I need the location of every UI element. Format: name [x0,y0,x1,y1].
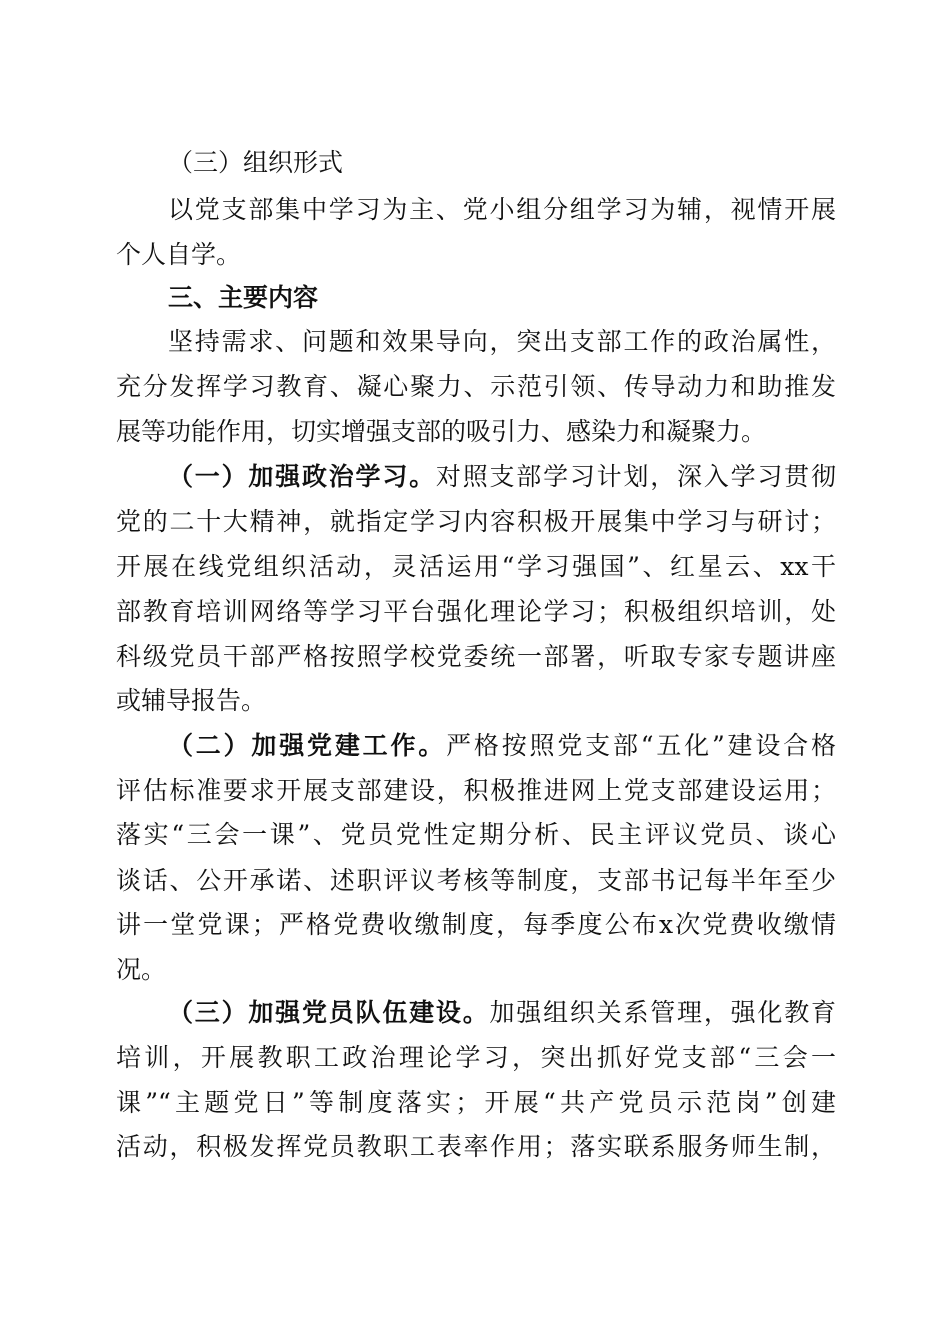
paragraph-line: 个人自学。 [116,240,242,269]
item-3-title: （三）加强党员队伍建设。 [168,998,490,1027]
item-2-title: （二）加强党建工作。 [168,731,447,760]
paragraph-line: 谈话、公开承诺、述职评议考核等制度，支部书记每半年至少 [116,866,836,895]
paragraph-line: 党的二十大精神，就指定学习内容积极开展集中学习与研讨； [116,507,836,536]
paragraph-line: 落实“三会一课”、党员党性定期分析、民主评议党员、谈心 [116,820,836,849]
item-1-first-line [168,462,836,492]
item-2-first-line [168,731,836,761]
section-heading-org-form: （三）组织形式 [168,148,344,177]
paragraph-line: 部教育培训网络等学习平台强化理论学习；积极组织培训，处 [116,597,836,626]
paragraph-line: 展等功能作用，切实增强支部的吸引力、感染力和凝聚力。 [116,417,767,446]
paragraph-line: 科级党员干部严格按照学校党委统一部署，听取专家专题讲座 [116,642,836,671]
item-1-first-line-text: 对照支部学习计划，深入学习贯彻 [435,462,836,491]
paragraph-line: 活动，积极发挥党员教职工表率作用；落实联系服务师生制， [116,1132,836,1161]
paragraph-line: 讲一堂党课；严格党费收缴制度，每季度公布x次党费收缴情 [116,910,836,939]
paragraph-line: 以党支部集中学习为主、党小组分组学习为辅，视情开展 [168,195,836,224]
item-3-first-line-text: 加强组织关系管理，强化教育 [489,998,836,1027]
item-3-first-line [168,998,836,1028]
paragraph-line: 坚持需求、问题和效果导向，突出支部工作的政治属性， [168,327,836,356]
paragraph-line: 或辅导报告。 [116,686,267,715]
paragraph-line: 课”“主题党日”等制度落实；开展“共产党员示范岗”创建 [116,1088,836,1117]
paragraph-line: 评估标准要求开展支部建设，积极推进网上党支部建设运用； [116,776,836,805]
section-heading-main-content: 三、主要内容 [168,283,319,312]
paragraph-line: 充分发挥学习教育、凝心聚力、示范引领、传导动力和助推发 [116,372,836,401]
paragraph-line: 开展在线党组织活动，灵活运用“学习强国”、红星云、xx干 [116,552,836,581]
paragraph-line: 况。 [116,955,167,984]
item-1-title: （一）加强政治学习。 [168,462,436,491]
paragraph-line: 培训，开展教职工政治理论学习，突出抓好党支部“三会一 [116,1043,836,1072]
item-2-first-line-text: 严格按照党支部“五化”建设合格 [446,731,836,760]
